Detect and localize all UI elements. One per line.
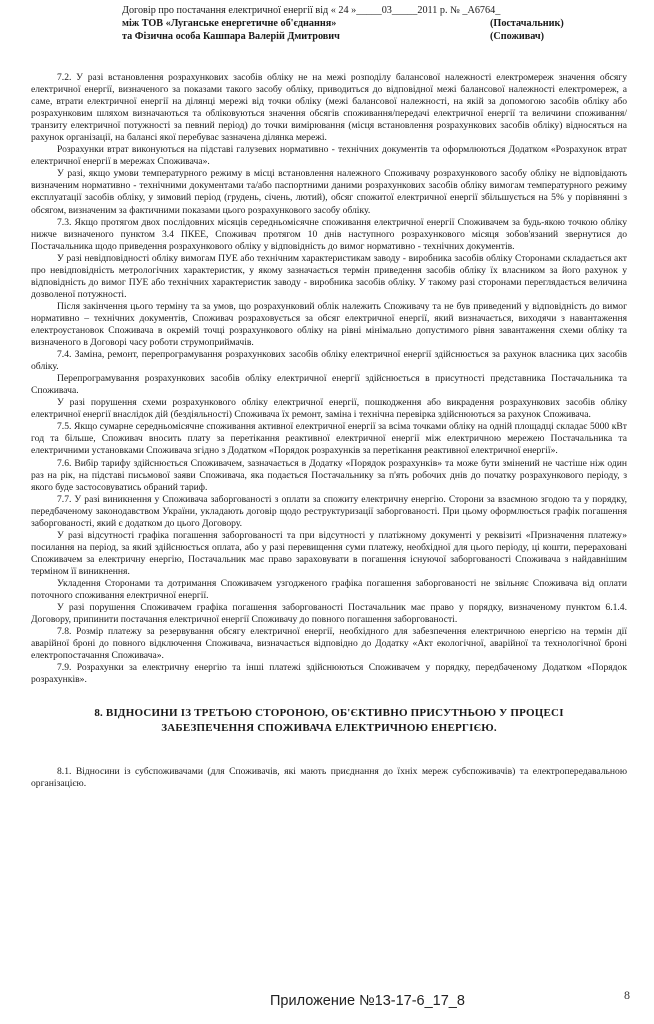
section-8-title-line1: 8. ВІДНОСИНИ ІЗ ТРЕТЬОЮ СТОРОНОЮ, ОБ'ЄКТИВНО ПРИСУТНЬОЮ У ПРОЦЕСІ xyxy=(94,707,564,720)
clause-7-9: 7.9. Розрахунки за електричну енергію та інші платежі здійснюються Споживачем у порядку, передбаченому Додатком «Порядок розрахунків». xyxy=(31,662,627,686)
clause-7-6: 7.6. Вибір тарифу здійснюється Споживачем, зазначається в Додатку «Порядок розрахунків» та може бути змінений не частіше ніж один раз на рік, на підставі письмової заяви Споживача, яка подається Постачальнику за п'ять робочих днів до початку розрахункового періоду, з якого буде застосовуватись обраний тариф. xyxy=(31,457,627,493)
paragraph: У разі невідповідності обліку вимогам ПУЕ або технічним характеристикам заводу - виробника засобів обліку Сторонами складається акт про невідповідність метрологічних характеристик, у якому зазначається термін приведення засобів обліку їх власником за його рахунок у відповідність до вимог ПУЕ або технічних характеристик заводу - виробника засобів обліку. У такому разі сторонами переглядається величина дозволеної потужності. xyxy=(31,252,627,300)
paragraph: У разі порушення Споживачем графіка погашення заборгованості Постачальник має право у порядку, визначеному пунктом 6.1.4. Договору, припинити постачання електричної енергії Споживачу до повного погашення заборгованості. xyxy=(31,602,627,626)
consumer-name: та Фізична особа Кашпара Валерій Дмитрович xyxy=(122,31,340,42)
paragraph: Після закінчення цього терміну та за умов, що розрахунковий облік належить Споживачу та не був приведений у відповідність до вимог нормативно – технічних документів, Споживач розраховується за обсяг електричної енергії, який визначається, виходячи з навантаження електроустановок Споживача в окремій точці розрахункового обліку на рівні мінімально допустимого рівня завантаження схеми обліку та визначеного в Договорі часу роботи струмоприймачів. xyxy=(31,300,627,349)
clause-7-7: 7.7. У разі виникнення у Споживача заборгованості з оплати за спожиту електричну енергію. Сторони за взаємною згодою та у порядку, передбаченому законодавством України, укладають договір щодо реструктуризації заборгованості. При цьому оформлюється графік погашення заборгованості, який є додатком до цього Договору. xyxy=(31,493,627,529)
paragraph: У разі порушення схеми розрахункового обліку електричної енергії, пошкодження або викрадення розрахункових засобів обліку електричної енергії внаслідок дій (бездіяльності) Споживача їх ремонт, заміна і технічна перевірка здійснюються за рахунок Споживача. xyxy=(31,397,627,421)
paragraph: Укладення Сторонами та дотримання Споживачем узгодженого графіка погашення заборгованості не звільняє Споживача від оплати поточного споживання електричної енергії. xyxy=(31,577,627,602)
section-8-title-line2: ЗАБЕЗПЕЧЕННЯ СПОЖИВАЧА ЕЛЕКТРИЧНОЮ ЕНЕРГІЄЮ. xyxy=(161,722,497,735)
contract-title-line: Договір про постачання електричної енергії від « 24 »_____03_____2011 р. № _А6764_ xyxy=(122,5,501,16)
supplier-name: між ТОВ «Луганське енергетичне об'єднання» xyxy=(122,18,337,29)
attachment-label: Приложение №13-17-6_17_8 xyxy=(270,993,465,1009)
clause-7-2: 7.2. У разі встановлення розрахункових засобів обліку не на межі розподілу балансової належності електромереж значення обсягу електричної енергії, визначеного за показами такого засобу обліку, приводиться до відповідної межі балансової належності електромереж, а саме, втрати електричної енергії на ділянці мережі від точки обліку (межі балансової належності, на якій за допомогою засобів обліку або розрахунковим шляхом визначаються та обліковуються значення обсягів споживання/передачі електричної енергії та величини споживання/транзиту електричної потужності за певний період) до точки вимірювання (місця встановлення розрахункових засобів обліку) відносяться на рахунок організації, на балансі якої перебуває зазначена ділянка мережі. xyxy=(31,72,627,144)
clause-7-8: 7.8. Розмір платежу за резервування обсягу електричної енергії, необхідного для забезпечення електричною енергією на термін дії аварійної броні до повного відключення Споживача, визначається відповідно до Додатку «Акт екологічної, аварійної та технологічної броні електропостачання Споживача». xyxy=(31,626,627,662)
paragraph: У разі відсутності графіка погашення заборгованості та при відсутності у платіжному документі у реквізиті «Призначення платежу» посилання на період, за який здійснюється оплата, або у разі перевищення суми платежу, необхідної для цього періоду, ці кошти, перераховані Споживачем за електричну енергію, Постачальник має право зараховувати в погашення існуючої заборгованості Споживача з найдавнішим терміном її виникнення. xyxy=(31,529,627,577)
contract-header xyxy=(0,4,654,43)
clause-7-3: 7.3. Якщо протягом двох послідовних місяців середньомісячне споживання електричної енергії Споживачем за будь-якою точкою обліку нижче визначеного пунктом 3.4 ПКЕЕ, Споживач протягом 10 днів наступного розрахункового місяця зобов'язаний звернутися до Постачальника щодо приведення розрахункового обліку у відповідність до вимог нормативно - технічних документів. xyxy=(31,216,627,252)
clause-8-1: 8.1. Відносини із субспоживачами (для Споживачів, які мають приєднання до їхніх мереж субспоживачів) та електропередавальною організацією. xyxy=(31,766,627,790)
supplier-role: (Постачальник) xyxy=(490,18,564,29)
paragraph: Розрахунки втрат виконуються на підставі галузевих нормативно - технічних документів та оформлюються Додатком «Розрахунок втрат електричної енергії в мережах Споживача». xyxy=(31,144,627,168)
paragraph: У разі, якщо умови температурного режиму в місці встановлення належного Споживачу розрахункового засобу обліку не відповідають визначеним нормативно - технічними документами та/або паспортними даними розрахункових засобів обліку вимогам температурного режиму експлуатації засобів обліку, у зимовий період (грудень, січень, лютий), обсяг спожитої електричної енергії збільшується на 5% у порівнянні з обсягом, визначеним за фактичними показами цього розрахункового засобу обліку. xyxy=(31,168,627,216)
clause-7-4: 7.4. Заміна, ремонт, перепрограмування розрахункових засобів обліку електричної енергії здійснюється за рахунок власника цих засобів обліку. xyxy=(31,349,627,373)
contract-body xyxy=(31,72,627,790)
section-8-title xyxy=(31,706,627,736)
clause-7-5: 7.5. Якщо сумарне середньомісячне споживання активної електричної енергії за всіма точками обліку на одній площадці складає 5000 кВт год та більше, Споживач вносить плату за перетікання реактивної електричної енергії між електричною мережею Постачальника та електричними установками Споживача згідно з Додатком «Порядок розрахунків за перетікання реактивної електричної енергії». xyxy=(31,421,627,457)
page-number: 8 xyxy=(624,988,630,1002)
paragraph: Перепрограмування розрахункових засобів обліку електричної енергії здійснюється в присутності представника Постачальника та Споживача. xyxy=(31,373,627,397)
consumer-role: (Споживач) xyxy=(490,31,545,42)
